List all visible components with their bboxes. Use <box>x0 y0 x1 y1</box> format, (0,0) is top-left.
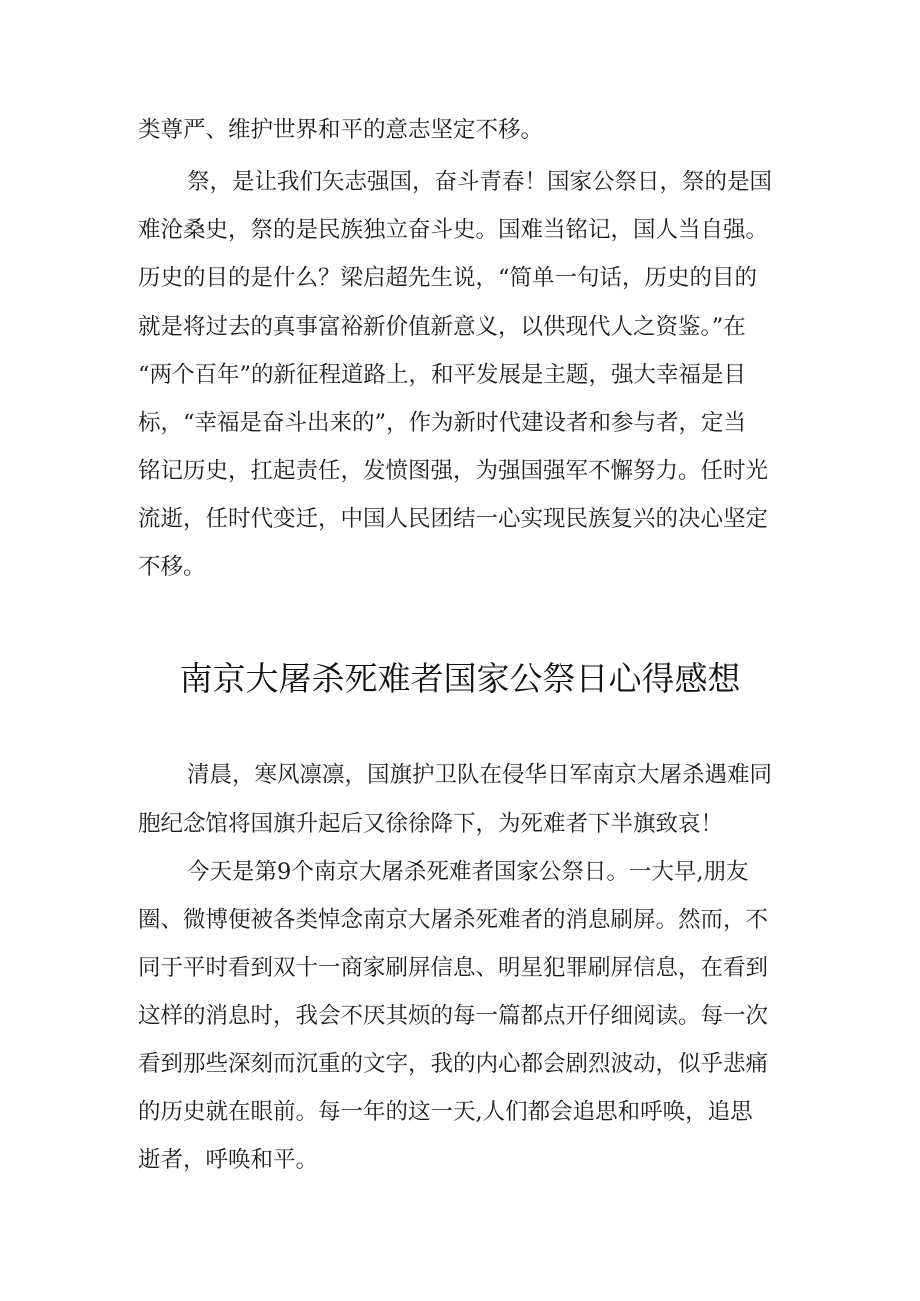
paragraph-line: 圈、微博便被各类悼念南京大屠杀死难者的消息刷屏。然而，不 <box>138 907 769 933</box>
paragraph-line: 看到那些深刻而沉重的文字，我的内心都会剧烈波动，似乎悲痛 <box>138 1051 769 1077</box>
paragraph-line: 这样的消息时，我会不厌其烦的每一篇都点开仔细阅读。每一次 <box>138 1003 769 1029</box>
paragraph-line: 难沧桑史，祭的是民族独立奋斗史。国难当铭记，国人当自强。 <box>138 217 769 243</box>
paragraph-line: 类尊严、维护世界和平的意志坚定不移。 <box>138 117 544 143</box>
paragraph-line: 铭记历史，扛起责任，发愤图强，为强国强军不懈努力。任时光 <box>138 458 769 484</box>
paragraph-line: 同于平时看到双十一商家刷屏信息、明星犯罪刷屏信息，在看到 <box>138 955 769 981</box>
paragraph-line: 就是将过去的真事富裕新价值新意义，以供现代人之资鉴。”在 <box>138 314 746 340</box>
paragraph-line: 祭，是让我们矢志强国，奋斗青春！国家公祭日，祭的是国 <box>187 169 773 195</box>
paragraph-line: “两个百年”的新征程道路上，和平发展是主题，强大幸福是目 <box>138 362 747 388</box>
paragraph-line: 流逝，任时代变迁，中国人民团结一心实现民族复兴的决心坚定 <box>138 506 769 532</box>
paragraph-line: 今天是第9个南京大屠杀死难者国家公祭日。一大早,朋友 <box>187 859 749 885</box>
paragraph-line: 胞纪念馆将国旗升起后又徐徐降下，为死难者下半旗致哀！ <box>138 811 724 837</box>
paragraph-line: 不移。 <box>138 554 206 580</box>
paragraph-line: 标，“幸福是奋斗出来的”，作为新时代建设者和参与者，定当 <box>138 410 747 436</box>
section-title: 南京大屠杀死难者国家公祭日心得感想 <box>179 659 741 698</box>
paragraph-line: 的历史就在眼前。每一年的这一天,人们都会追思和呼唤，追思 <box>138 1099 753 1125</box>
paragraph-line: 清晨，寒风凛凛，国旗护卫队在侵华日军南京大屠杀遇难同 <box>187 762 773 788</box>
paragraph-line: 逝者，呼唤和平。 <box>138 1147 319 1173</box>
paragraph-line: 历史的目的是什么？梁启超先生说，“简单一句话，历史的目的 <box>138 265 758 291</box>
